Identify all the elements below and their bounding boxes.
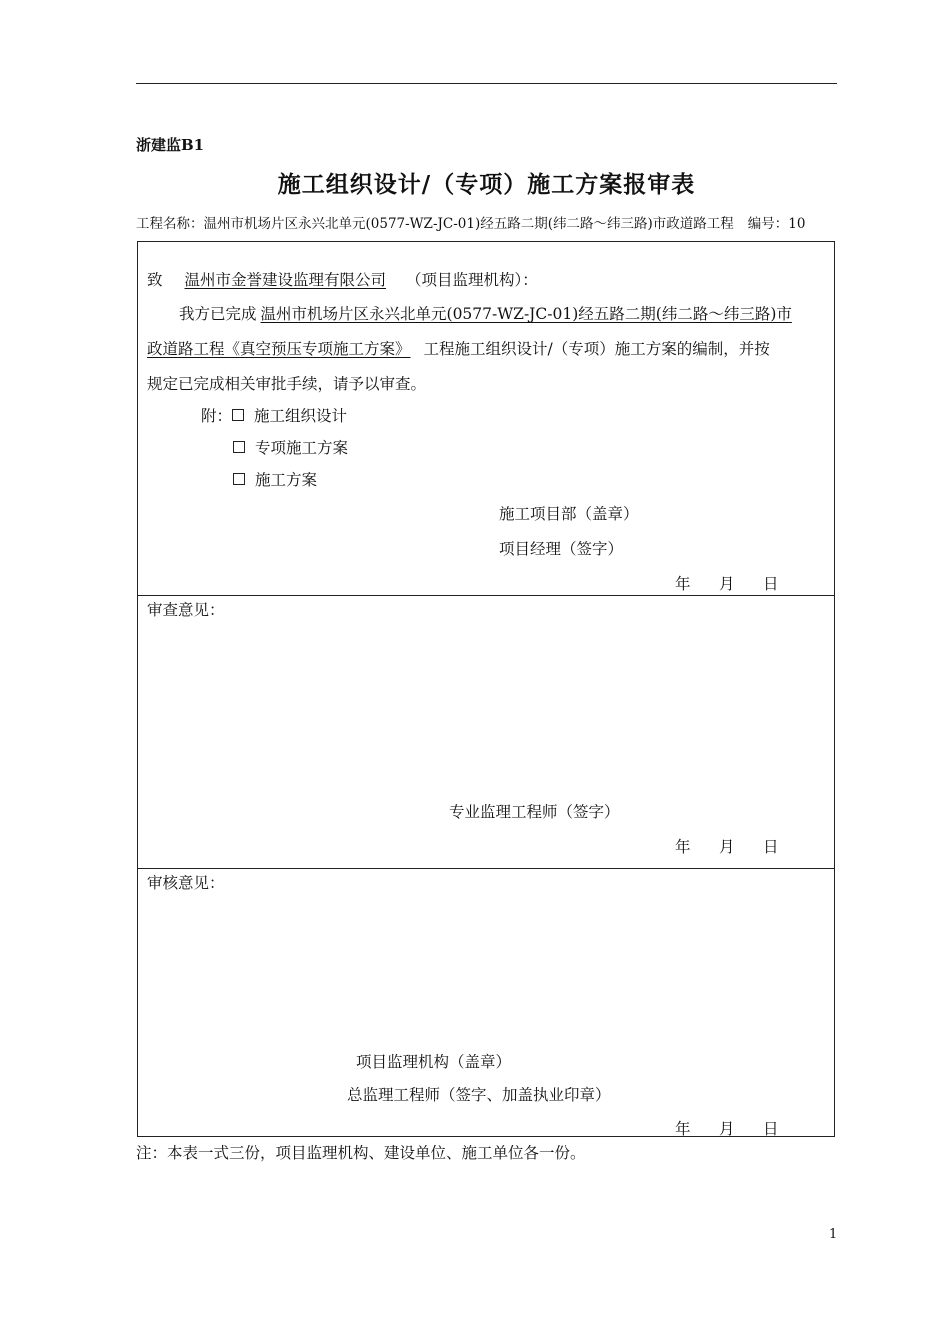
project-name: 温州市机场片区永兴北单元(0577-WZ-JC-01)经五路二期(纬二路～纬三路)市政道路工程 bbox=[203, 216, 734, 232]
approval-signature-label: 总监理工程师（签字、加盖执业印章） bbox=[347, 1086, 611, 1104]
date-month: 月 bbox=[719, 838, 735, 856]
body-project-line2: 政道路工程《真空预压专项施工方案》 bbox=[147, 340, 411, 358]
review-signature-label: 专业监理工程师（签字） bbox=[449, 803, 620, 821]
body-after-line2: 工程施工组织设计/（专项）施工方案的编制，并按 bbox=[423, 340, 770, 358]
section-divider bbox=[138, 868, 834, 869]
review-label: 审查意见： bbox=[147, 601, 225, 619]
attachment-label: 施工组织设计 bbox=[254, 407, 348, 425]
date-day: 日 bbox=[763, 838, 779, 856]
body-intro: 我方已完成 bbox=[179, 305, 257, 323]
to-prefix: 致 bbox=[147, 271, 163, 289]
body-line-2 bbox=[147, 337, 770, 359]
attachment-row-2 bbox=[233, 436, 348, 458]
attachment-label: 施工方案 bbox=[255, 471, 318, 489]
date-day: 日 bbox=[763, 575, 779, 593]
body-line-1 bbox=[179, 302, 792, 324]
header-rule bbox=[136, 83, 837, 84]
form-title: 施工组织设计/（专项）施工方案报审表 bbox=[277, 171, 696, 198]
attachment-row-3 bbox=[233, 468, 317, 490]
checkbox-icon[interactable] bbox=[233, 473, 245, 485]
approval-label: 审核意见： bbox=[147, 874, 225, 892]
attach-label: 附： bbox=[201, 407, 233, 425]
date-line bbox=[675, 1117, 807, 1139]
date-day: 日 bbox=[763, 1120, 779, 1138]
section-divider bbox=[138, 595, 834, 596]
date-month: 月 bbox=[719, 575, 735, 593]
attachment-label: 专项施工方案 bbox=[255, 439, 349, 457]
attachment-row-1 bbox=[201, 404, 347, 426]
footer-note: 注：本表一式三份，项目监理机构、建设单位、施工单位各一份。 bbox=[136, 1144, 586, 1162]
number-label: 编号： bbox=[747, 216, 789, 232]
form-table bbox=[137, 241, 835, 1137]
approval-stamp-label: 项目监理机构（盖章） bbox=[356, 1053, 512, 1071]
project-line bbox=[136, 212, 837, 232]
date-line bbox=[675, 835, 807, 857]
checkbox-icon[interactable] bbox=[233, 441, 245, 453]
page-number: 1 bbox=[829, 1227, 838, 1242]
recipient-name: 温州市金誉建设监理有限公司 bbox=[184, 271, 387, 289]
project-label: 工程名称： bbox=[136, 216, 204, 232]
number-value: 10 bbox=[788, 216, 806, 232]
recipient-line bbox=[147, 268, 538, 290]
checkbox-icon[interactable] bbox=[232, 409, 244, 421]
date-month: 月 bbox=[719, 1120, 735, 1138]
date-year: 年 bbox=[675, 1120, 691, 1138]
signature-label: 项目经理（签字） bbox=[499, 540, 624, 558]
body-line-3: 规定已完成相关审批手续，请予以审查。 bbox=[147, 375, 427, 393]
form-code: 浙建监B1 bbox=[136, 136, 205, 154]
date-line bbox=[675, 572, 807, 594]
body-project-line1: 温州市机场片区永兴北单元(0577-WZ-JC-01)经五路二期(纬二路～纬三路)市 bbox=[260, 305, 792, 323]
date-year: 年 bbox=[675, 838, 691, 856]
date-year: 年 bbox=[675, 575, 691, 593]
stamp-label: 施工项目部（盖章） bbox=[499, 505, 639, 523]
recipient-suffix: （项目监理机构）： bbox=[406, 271, 538, 289]
